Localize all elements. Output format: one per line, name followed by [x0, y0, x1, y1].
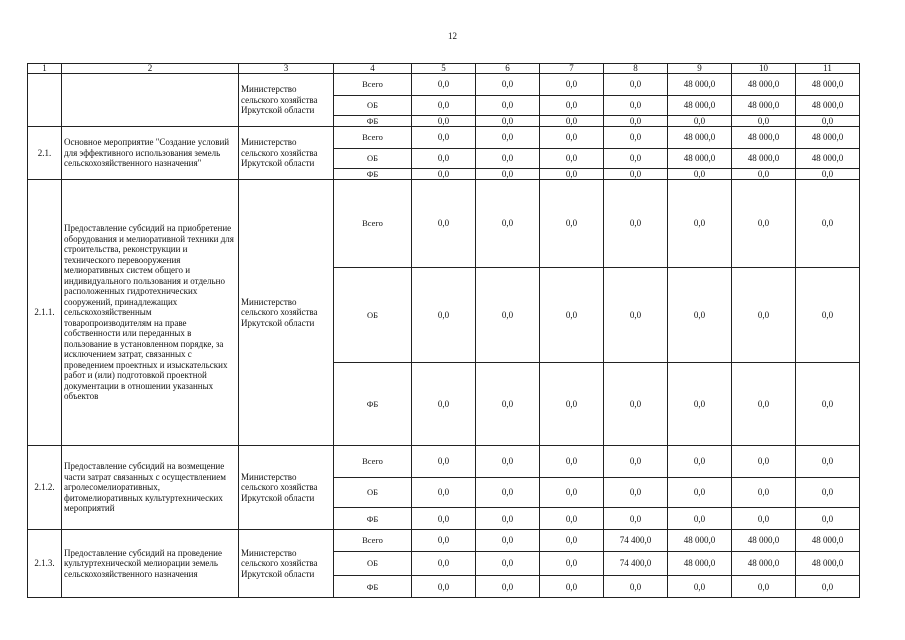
- amount-cell: 0,0: [732, 268, 796, 363]
- amount-cell: 0,0: [412, 530, 476, 552]
- item-executor: Министерство сельского хозяйства Иркутской области: [239, 74, 334, 127]
- amount-cell: 48 000,0: [796, 74, 860, 96]
- amount-cell: 0,0: [604, 116, 668, 127]
- amount-cell: 0,0: [540, 96, 604, 116]
- amount-cell: 0,0: [540, 446, 604, 478]
- amount-cell: 0,0: [540, 149, 604, 169]
- table-row: [28, 127, 860, 149]
- funding-source: ОБ: [334, 268, 412, 363]
- amount-cell: 48 000,0: [668, 96, 732, 116]
- amount-cell: 0,0: [540, 74, 604, 96]
- amount-cell: 0,0: [668, 180, 732, 268]
- amount-cell: 48 000,0: [668, 149, 732, 169]
- funding-source: ФБ: [334, 169, 412, 180]
- amount-cell: 0,0: [604, 127, 668, 149]
- amount-cell: 48 000,0: [668, 552, 732, 576]
- funding-source: ФБ: [334, 508, 412, 530]
- item-description: Основное мероприятие "Создание условий для эффективного использования земель сельскохозяйственного назначения": [62, 127, 239, 180]
- column-number: 9: [668, 64, 732, 74]
- amount-cell: 0,0: [476, 363, 540, 446]
- amount-cell: 0,0: [604, 446, 668, 478]
- amount-cell: 0,0: [412, 116, 476, 127]
- amount-cell: 0,0: [604, 180, 668, 268]
- table-row: [28, 180, 860, 268]
- amount-cell: 0,0: [540, 127, 604, 149]
- amount-cell: 0,0: [732, 363, 796, 446]
- amount-cell: 0,0: [540, 169, 604, 180]
- amount-cell: 0,0: [732, 169, 796, 180]
- amount-cell: 0,0: [412, 363, 476, 446]
- amount-cell: 0,0: [476, 116, 540, 127]
- item-executor: Министерство сельского хозяйства Иркутской области: [239, 530, 334, 598]
- amount-cell: 48 000,0: [732, 96, 796, 116]
- amount-cell: 0,0: [796, 508, 860, 530]
- amount-cell: 0,0: [476, 127, 540, 149]
- amount-cell: 0,0: [604, 478, 668, 508]
- amount-cell: 0,0: [540, 180, 604, 268]
- amount-cell: 48 000,0: [796, 552, 860, 576]
- amount-cell: 48 000,0: [668, 530, 732, 552]
- funding-source: ОБ: [334, 96, 412, 116]
- funding-source: Всего: [334, 180, 412, 268]
- funding-source: Всего: [334, 74, 412, 96]
- amount-cell: 0,0: [668, 508, 732, 530]
- amount-cell: 0,0: [476, 446, 540, 478]
- table-row: [28, 446, 860, 478]
- column-number: 3: [239, 64, 334, 74]
- amount-cell: 0,0: [476, 74, 540, 96]
- item-description: Предоставление субсидий на проведение культуртехнической мелиорации земель сельскохозяйственного назначения: [62, 530, 239, 598]
- funding-source: Всего: [334, 530, 412, 552]
- item-number: 2.1.3.: [28, 530, 62, 598]
- amount-cell: 0,0: [476, 169, 540, 180]
- amount-cell: 48 000,0: [668, 74, 732, 96]
- column-number: 10: [732, 64, 796, 74]
- column-number: 6: [476, 64, 540, 74]
- amount-cell: 0,0: [412, 478, 476, 508]
- amount-cell: 0,0: [604, 268, 668, 363]
- amount-cell: 0,0: [668, 576, 732, 598]
- amount-cell: 0,0: [732, 576, 796, 598]
- item-number: [28, 74, 62, 127]
- amount-cell: 48 000,0: [796, 96, 860, 116]
- column-number-row: [28, 64, 860, 74]
- column-number: 8: [604, 64, 668, 74]
- funding-source: Всего: [334, 127, 412, 149]
- amount-cell: 0,0: [412, 149, 476, 169]
- amount-cell: 0,0: [412, 96, 476, 116]
- amount-cell: 0,0: [732, 446, 796, 478]
- amount-cell: 0,0: [540, 552, 604, 576]
- amount-cell: 0,0: [796, 169, 860, 180]
- funding-source: Всего: [334, 446, 412, 478]
- amount-cell: 0,0: [604, 508, 668, 530]
- amount-cell: 0,0: [476, 508, 540, 530]
- amount-cell: 0,0: [412, 169, 476, 180]
- item-description: [62, 74, 239, 127]
- item-description: Предоставление субсидий на возмещение части затрат связанных с осуществлением агролесомелиоративных, фитомелиоративных культуртехнических мероприятий: [62, 446, 239, 530]
- amount-cell: 0,0: [412, 268, 476, 363]
- item-number: 2.1.: [28, 127, 62, 180]
- funding-source: ФБ: [334, 576, 412, 598]
- amount-cell: 48 000,0: [732, 149, 796, 169]
- amount-cell: 0,0: [668, 116, 732, 127]
- amount-cell: 0,0: [796, 268, 860, 363]
- amount-cell: 0,0: [540, 576, 604, 598]
- amount-cell: 0,0: [668, 478, 732, 508]
- table-row: [28, 530, 860, 552]
- amount-cell: 0,0: [796, 363, 860, 446]
- amount-cell: 0,0: [796, 576, 860, 598]
- table-body: [28, 64, 860, 598]
- amount-cell: 0,0: [796, 180, 860, 268]
- amount-cell: 74 400,0: [604, 530, 668, 552]
- amount-cell: 0,0: [732, 478, 796, 508]
- amount-cell: 0,0: [796, 478, 860, 508]
- amount-cell: 0,0: [540, 508, 604, 530]
- amount-cell: 0,0: [412, 576, 476, 598]
- amount-cell: 0,0: [476, 268, 540, 363]
- amount-cell: 0,0: [668, 363, 732, 446]
- amount-cell: 0,0: [732, 508, 796, 530]
- amount-cell: 48 000,0: [732, 127, 796, 149]
- amount-cell: 0,0: [668, 446, 732, 478]
- amount-cell: 0,0: [412, 508, 476, 530]
- amount-cell: 0,0: [540, 478, 604, 508]
- amount-cell: 48 000,0: [668, 127, 732, 149]
- amount-cell: 0,0: [796, 446, 860, 478]
- amount-cell: 0,0: [604, 169, 668, 180]
- item-number: 2.1.1.: [28, 180, 62, 446]
- amount-cell: 0,0: [412, 74, 476, 96]
- column-number: 5: [412, 64, 476, 74]
- amount-cell: 48 000,0: [732, 74, 796, 96]
- item-executor: Министерство сельского хозяйства Иркутской области: [239, 180, 334, 446]
- funding-source: ОБ: [334, 478, 412, 508]
- amount-cell: 0,0: [412, 180, 476, 268]
- amount-cell: 0,0: [540, 268, 604, 363]
- page-number: 12: [448, 31, 457, 41]
- funding-source: ФБ: [334, 116, 412, 127]
- amount-cell: 48 000,0: [796, 530, 860, 552]
- amount-cell: 0,0: [540, 530, 604, 552]
- column-number: 4: [334, 64, 412, 74]
- column-number: 2: [62, 64, 239, 74]
- amount-cell: 0,0: [604, 74, 668, 96]
- amount-cell: 0,0: [604, 96, 668, 116]
- amount-cell: 0,0: [476, 180, 540, 268]
- funding-source: ОБ: [334, 552, 412, 576]
- amount-cell: 0,0: [476, 552, 540, 576]
- amount-cell: 0,0: [476, 530, 540, 552]
- column-number: 7: [540, 64, 604, 74]
- amount-cell: 0,0: [604, 149, 668, 169]
- item-executor: Министерство сельского хозяйства Иркутской области: [239, 446, 334, 530]
- amount-cell: 0,0: [476, 149, 540, 169]
- amount-cell: 0,0: [412, 552, 476, 576]
- amount-cell: 48 000,0: [732, 530, 796, 552]
- amount-cell: 0,0: [604, 363, 668, 446]
- amount-cell: 0,0: [668, 169, 732, 180]
- amount-cell: 0,0: [732, 180, 796, 268]
- amount-cell: 0,0: [604, 576, 668, 598]
- funding-source: ОБ: [334, 149, 412, 169]
- amount-cell: 0,0: [540, 116, 604, 127]
- amount-cell: 0,0: [412, 127, 476, 149]
- amount-cell: 0,0: [476, 576, 540, 598]
- amount-cell: 0,0: [476, 96, 540, 116]
- amount-cell: 74 400,0: [604, 552, 668, 576]
- item-executor: Министерство сельского хозяйства Иркутской области: [239, 127, 334, 180]
- amount-cell: 0,0: [732, 116, 796, 127]
- program-table: [27, 63, 860, 598]
- amount-cell: 0,0: [476, 478, 540, 508]
- amount-cell: 48 000,0: [796, 127, 860, 149]
- amount-cell: 0,0: [668, 268, 732, 363]
- funding-source: ФБ: [334, 363, 412, 446]
- table-row: [28, 74, 860, 96]
- amount-cell: 48 000,0: [796, 149, 860, 169]
- amount-cell: 0,0: [796, 116, 860, 127]
- column-number: 11: [796, 64, 860, 74]
- amount-cell: 0,0: [540, 363, 604, 446]
- item-number: 2.1.2.: [28, 446, 62, 530]
- amount-cell: 48 000,0: [732, 552, 796, 576]
- column-number: 1: [28, 64, 62, 74]
- item-description: Предоставление субсидий на приобретение оборудования и мелиоративной техники для строительства, реконструкции и технического перевооружения мелиоративных систем общего и индивидуального пользования и отдельно расположенных гидротехнических сооружений, принадлежащих сельскохозяйственным товаропроизводителям на праве собственности или переданных в пользование в установленном порядке, за исключением затрат, связанных с проведением проектных и изыскательских работ и (или) подготовкой проектной документации в отношении указанных объектов: [62, 180, 239, 446]
- amount-cell: 0,0: [412, 446, 476, 478]
